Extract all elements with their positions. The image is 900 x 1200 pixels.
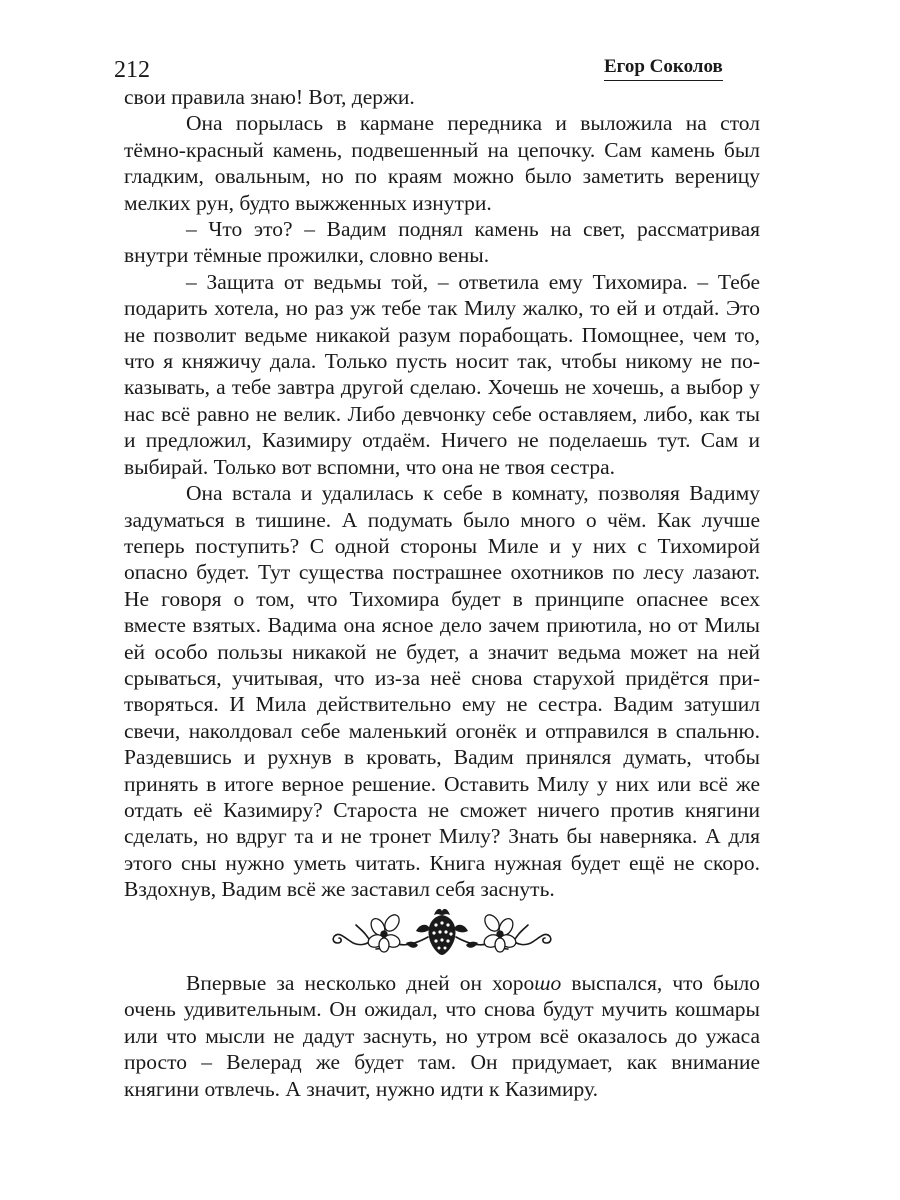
paragraph: Она порылась в кармане передника и выложила на стол тёмно-красный камень, подвешенный на цепочку. Сам камень был гладким, овальным, но по краям можно было заметить вереницу мелких рун, будто выжженных изнутри. <box>124 111 760 215</box>
body-text-section-1 <box>124 84 760 903</box>
paragraph: Она встала и удалилась к себе в комнату, позволяя Вадиму задуматься в тишине. А подумать было много о чём. Как лучше теперь поступить? С одной стороны Миле и у них с Тихомирой опасно будет. Тут существа пострашнее охотников по лесу лазают. Не говоря о том, что Тихомира будет в принципе опаснее всех вместе взятых. Вадима она ясное дело зачем приютила, но от Милы ей особо пользы никакой не будет, а значит ведьма может на ней срываться, учитывая, что из-за неё снова старухой придётся притворяться. И Мила действительно ему не сестра. Вадим затушил свечи, наколдовал себе маленький огонёк и отправился в спальню. Раздевшись и рухнув в кровать, Вадим принялся думать, чтобы принять в итоге верное решение. Оставить Милу у них или всё же отдать её Казимиру? Староста не сможет ничего против княгини сделать, но вдруг та и не тронет Милу? Знать бы наверняка. А для этого сны нужно уметь читать. Книга нужная будет ещё не скоро. Вздохнув, Вадим всё же заставил себя заснуть. <box>124 481 760 902</box>
page-number: 212 <box>114 57 150 83</box>
body-text-section-2 <box>124 970 760 1102</box>
emphasis-text: шо <box>534 971 562 995</box>
paragraph-text-after-emphasis: выспался, что было очень удивительным. Он ожидал, что снова будут мучить кошмары или что мысли не дадут заснуть, но утром всё оказалось до ужаса просто – Велерад же будет там. Он придумает, как внимание княгини отвлечь. А значит, нужно идти к Казимиру. <box>124 971 760 1101</box>
paragraph-continuation: свои правила знаю! Вот, держи. <box>124 85 415 109</box>
paragraph-dialogue: – Что это? – Вадим поднял камень на свет, рассматривая внутри тёмные прожилки, словно вены. <box>124 217 760 268</box>
paragraph-text-before-emphasis: Впервые за несколько дней он хоро <box>186 971 535 995</box>
paragraph <box>124 970 760 1102</box>
page-header <box>0 0 900 90</box>
floral-vignette-icon <box>330 903 554 959</box>
running-head-author: Егор Соколов <box>604 55 723 81</box>
paragraph-dialogue: – Защита от ведьмы той, – ответила ему Тихомира. – Тебе подарить хотела, но раз уж тебе так Милу жалко, то ей и отдай. Это не позволит ведьме никакой разум порабощать. Помощнее, чем то, что я княжичу дала. Только пусть носит так, чтобы никому не показывать, а тебе завтра другой сделаю. Хочешь не хочешь, а выбор у нас всё равно не велик. Либо девчонку себе оставляем, либо, как ты и предложил, Казимиру отдаём. Ничего не поделаешь тут. Сам и выбирай. Только вот вспомни, что она не твоя сестра. <box>124 269 760 479</box>
